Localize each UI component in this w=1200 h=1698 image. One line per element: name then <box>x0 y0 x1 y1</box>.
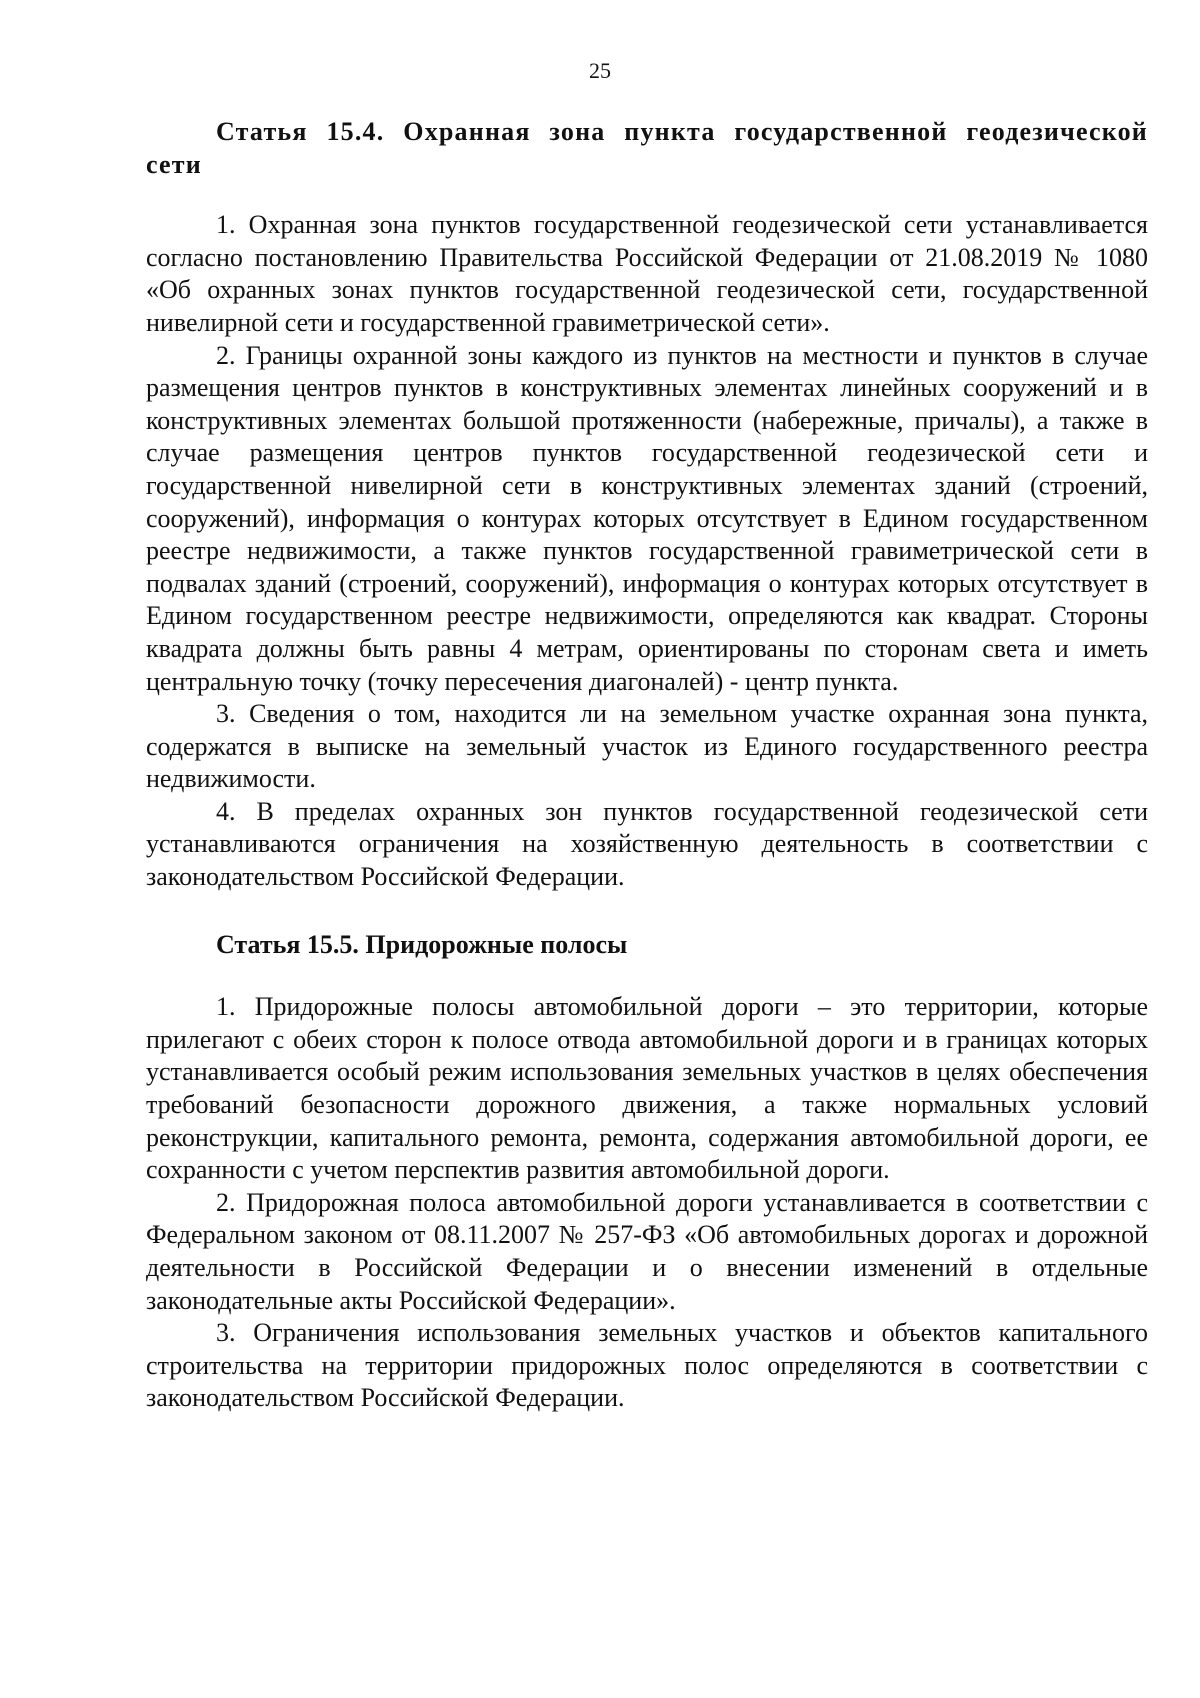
article-paragraph: 2. Придорожная полоса автомобильной дороги устанавливается в соответствии с Федеральном законом от 08.11.2007 № 257-ФЗ «Об автомобильных дорогах и дорожной деятельности в Российской Федерации и о внесении изменений в отдельные законодательные акты Российской Федерации». <box>146 1187 1148 1315</box>
article-15-5 <box>146 929 1148 1415</box>
article-15-4 <box>146 116 1148 894</box>
article-paragraph: 2. Границы охранной зоны каждого из пунктов на местности и пунктов в случае размещения центров пунктов в конструктивных элементах линейных сооружений и в конструктивных элементах большой протяженности (набережные, причалы), а также в случае размещения центров пунктов государственной геодезической сети и государственной нивелирной сети в конструктивных элементах зданий (строений, сооружений), информация о контурах которых отсутствует в Едином государственном реестре недвижимости, а также пунктов государственной гравиметрической сети в подвалах зданий (строений, сооружений), информация о контурах которых отсутствует в Едином государственном реестре недвижимости, определяются как квадрат. Стороны квадрата должны быть равны 4 метрам, ориентированы по сторонам света и иметь центральную точку (точку пересечения диагоналей) - центр пункта. <box>146 340 1148 696</box>
article-paragraph: 1. Придорожные полосы автомобильной дороги – это территории, которые прилегают с обеих сторон к полосе отвода автомобильной дороги и в границах которых устанавливается особый режим использования земельных участков в целях обеспечения требований безопасности дорожного движения, а также нормальных условий реконструкции, капитального ремонта, ремонта, содержания автомобильной дороги, ее сохранности с учетом перспектив развития автомобильной дороги. <box>146 992 1148 1185</box>
spacer <box>146 961 1148 991</box>
article-title: Статья 15.5. Придорожные полосы <box>216 929 628 959</box>
page-content <box>146 116 1148 1415</box>
article-paragraph: 3. Ограничения использования земельных участков и объектов капитального строительства на территории придорожных полос определяются в соответствии с законодательством Российской Федерации. <box>146 1318 1148 1413</box>
article-paragraph: 4. В пределах охранных зон пунктов государственной геодезической сети устанавливаются ограничения на хозяйственную деятельность в соответствии с законодательством Российской Федерации. <box>146 796 1148 892</box>
page-number: 25 <box>589 58 611 83</box>
article-title: Статья 15.4. Охранная зона пункта государственной геодезической сети <box>146 117 1148 179</box>
spacer <box>146 181 1148 209</box>
article-paragraph: 1. Охранная зона пунктов государственной геодезической сети устанавливается согласно постановлению Правительства Российской Федерации от 21.08.2019 № 1080 «Об охранных зонах пунктов государственной геодезической сети, государственной нивелирной сети и государственной гравиметрической сети». <box>146 210 1148 337</box>
article-paragraph: 3. Сведения о том, находится ли на земельном участке охранная зона пункта, содержатся в выписке на земельный участок из Единого государственного реестра недвижимости. <box>146 699 1148 794</box>
spacer <box>146 894 1148 929</box>
